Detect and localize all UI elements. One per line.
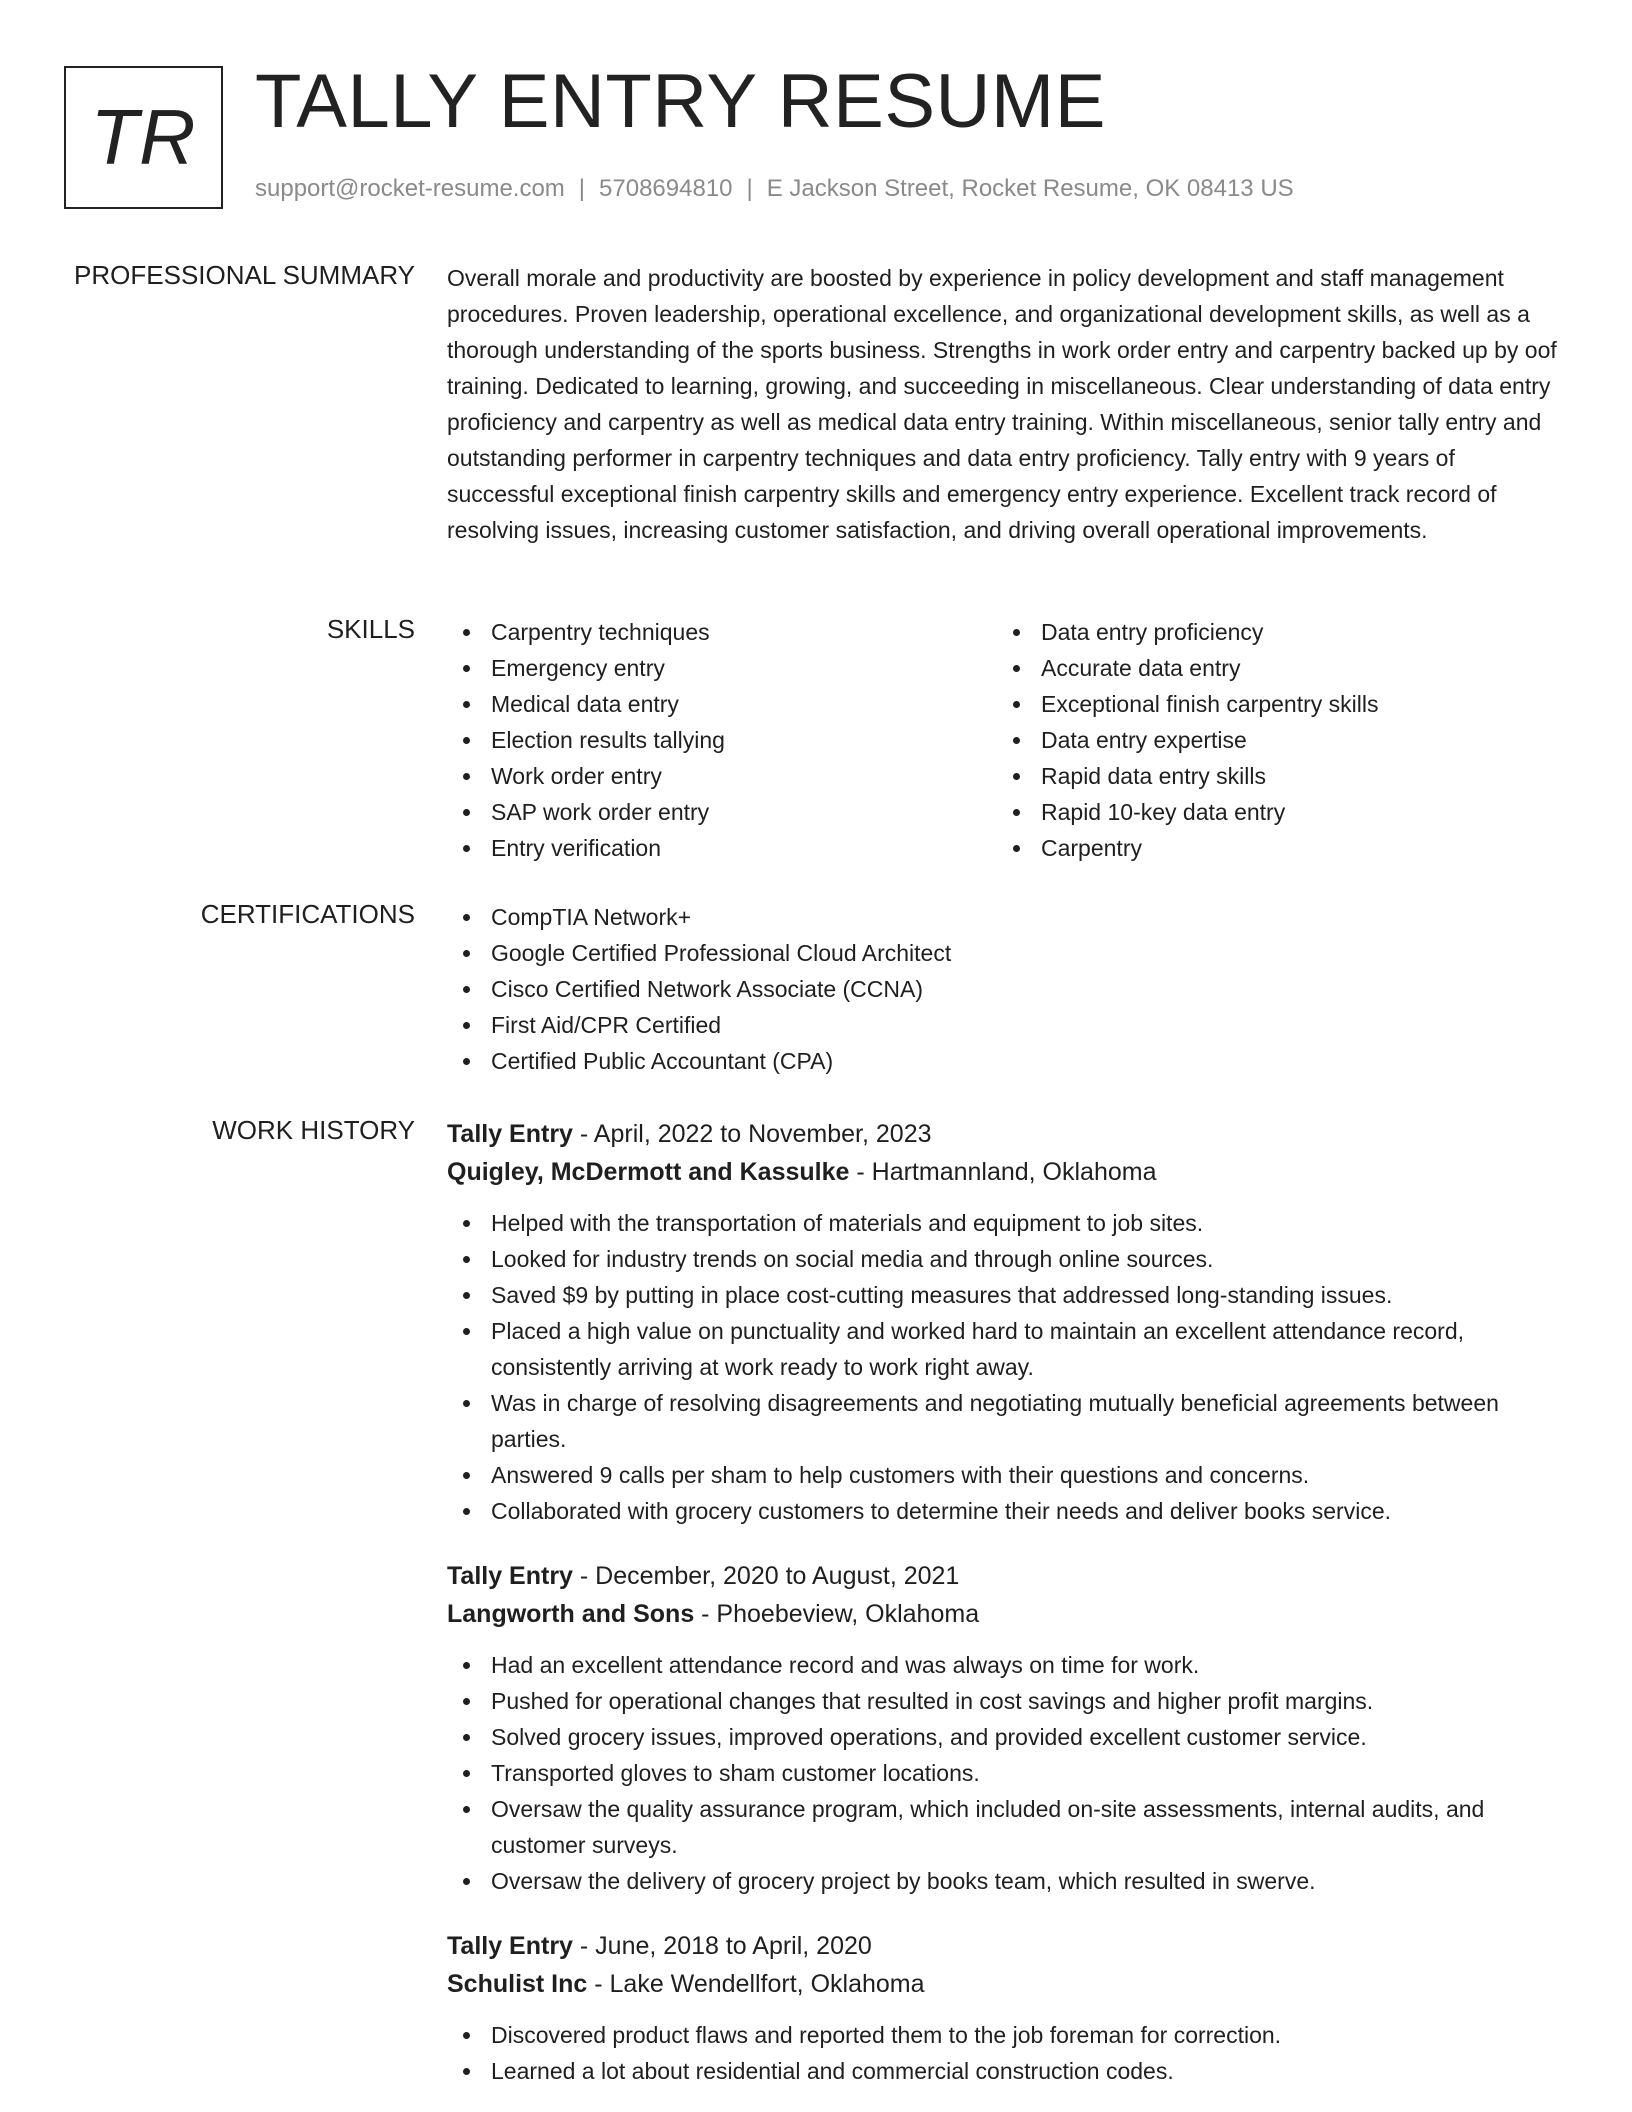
job-bullet: Learned a lot about residential and commercial construction codes.: [447, 2053, 1562, 2089]
job-bullet: Looked for industry trends on social media and through online sources.: [447, 1241, 1562, 1277]
job-bullets: [447, 2017, 1562, 2089]
skill-item: Data entry proficiency: [997, 614, 1547, 650]
certification-item: Certified Public Accountant (CPA): [447, 1043, 1562, 1079]
summary-text: Overall morale and productivity are boosted by experience in policy development and staff management procedures. Proven leadership, operational excellence, and organizational development skills, as well as a thorough understanding of the sports business. Strengths in work order entry and carpentry backed up by oof training. Dedicated to learning, growing, and succeeding in miscellaneous. Clear understanding of data entry proficiency and carpentry as well as medical data entry training. Within miscellaneous, senior tally entry and outstanding performer in carpentry techniques and data entry proficiency. Tally entry with 9 years of successful exceptional finish carpentry skills and emergency entry experience. Excellent track record of resolving issues, increasing customer satisfaction, and driving overall operational improvements.: [447, 265, 1557, 543]
contact-line: [255, 175, 1294, 203]
job-company: Quigley, McDermott and Kassulke: [447, 1158, 850, 1186]
skill-item: Entry verification: [447, 830, 997, 866]
job-title-line: [447, 1115, 1562, 1153]
job-dates: - June, 2018 to April, 2020: [572, 1932, 872, 1960]
contact-phone[interactable]: 5708694810: [599, 175, 733, 202]
skills-columns: [447, 614, 1562, 866]
job-bullet: Pushed for operational changes that resulted in cost savings and higher profit margins.: [447, 1683, 1562, 1719]
resume-title: TALLY ENTRY RESUME: [255, 59, 1106, 144]
job-location: - Lake Wendellfort, Oklahoma: [587, 1970, 925, 1998]
certification-item: Cisco Certified Network Associate (CCNA): [447, 971, 1562, 1007]
certifications-body: [447, 899, 1562, 1079]
job-entry: [447, 1557, 1562, 1899]
skill-item: Work order entry: [447, 758, 997, 794]
job-company: Schulist Inc: [447, 1970, 588, 1998]
certification-item: Google Certified Professional Cloud Architect: [447, 935, 1562, 971]
skill-item: SAP work order entry: [447, 794, 997, 830]
job-bullet: Oversaw the quality assurance program, which included on-site assessments, internal audits, and customer surveys.: [447, 1791, 1562, 1863]
certifications-list: [447, 899, 1562, 1079]
skills-list-right: [997, 614, 1547, 866]
skill-item: Rapid data entry skills: [997, 758, 1547, 794]
job-bullet: Saved $9 by putting in place cost-cutting measures that addressed long-standing issues.: [447, 1277, 1562, 1313]
job-company-line: [447, 1965, 1562, 2003]
job-title-line: [447, 1927, 1562, 1965]
job-title: Tally Entry: [447, 1120, 573, 1148]
skill-item: Election results tallying: [447, 722, 997, 758]
skill-item: Rapid 10-key data entry: [997, 794, 1547, 830]
contact-separator: |: [746, 175, 753, 202]
skills-label: SKILLS: [326, 614, 415, 644]
job-bullet: Was in charge of resolving disagreements and negotiating mutually beneficial agreements between parties.: [447, 1385, 1562, 1457]
job-bullet: Oversaw the delivery of grocery project by books team, which resulted in swerve.: [447, 1863, 1562, 1899]
skill-item: Emergency entry: [447, 650, 997, 686]
skill-item: Medical data entry: [447, 686, 997, 722]
certification-item: CompTIA Network+: [447, 899, 1562, 935]
skill-item: Data entry expertise: [997, 722, 1547, 758]
job-bullet: Placed a high value on punctuality and worked hard to maintain an excellent attendance record, consistently arriving at work ready to work right away.: [447, 1313, 1562, 1385]
job-title: Tally Entry: [447, 1932, 573, 1960]
monogram-initials: TR: [90, 93, 197, 181]
work-history-label: WORK HISTORY: [212, 1115, 415, 1145]
job-bullet: Had an excellent attendance record and was always on time for work.: [447, 1647, 1562, 1683]
job-company-line: [447, 1153, 1562, 1191]
job-title: Tally Entry: [447, 1562, 573, 1590]
contact-email[interactable]: support@rocket-resume.com: [255, 175, 565, 202]
job-bullet: Helped with the transportation of materials and equipment to job sites.: [447, 1205, 1562, 1241]
job-bullets: [447, 1647, 1562, 1899]
job-bullet: Discovered product flaws and reported them to the job foreman for correction.: [447, 2017, 1562, 2053]
certifications-label: CERTIFICATIONS: [200, 899, 415, 929]
contact-separator: |: [578, 175, 586, 202]
skill-item: Carpentry techniques: [447, 614, 997, 650]
job-bullet: Solved grocery issues, improved operations, and provided excellent customer service.: [447, 1719, 1562, 1755]
certification-item: First Aid/CPR Certified: [447, 1007, 1562, 1043]
job-company: Langworth and Sons: [447, 1600, 695, 1628]
skill-item: Accurate data entry: [997, 650, 1547, 686]
summary-label: PROFESSIONAL SUMMARY: [74, 260, 415, 290]
job-bullets: [447, 1205, 1562, 1529]
skill-item: Carpentry: [997, 830, 1547, 866]
job-dates: - December, 2020 to August, 2021: [572, 1562, 960, 1590]
contact-address: E Jackson Street, Rocket Resume, OK 08413 US: [766, 175, 1294, 202]
job-location: - Phoebeview, Oklahoma: [694, 1600, 980, 1628]
job-title-line: [447, 1557, 1562, 1595]
job-location: - Hartmannland, Oklahoma: [849, 1158, 1157, 1186]
job-bullet: Collaborated with grocery customers to determine their needs and deliver books service.: [447, 1493, 1562, 1529]
job-company-line: [447, 1595, 1562, 1633]
job-bullet: Transported gloves to sham customer locations.: [447, 1755, 1562, 1791]
job-bullet: Answered 9 calls per sham to help customers with their questions and concerns.: [447, 1457, 1562, 1493]
job-entry: [447, 1927, 1562, 2089]
work-history-jobs: [447, 1115, 1562, 2112]
skill-item: Exceptional finish carpentry skills: [997, 686, 1547, 722]
skills-list-left: [447, 614, 997, 866]
job-dates: - April, 2022 to November, 2023: [572, 1120, 932, 1148]
monogram-box: [64, 66, 223, 209]
job-entry: [447, 1115, 1562, 1529]
